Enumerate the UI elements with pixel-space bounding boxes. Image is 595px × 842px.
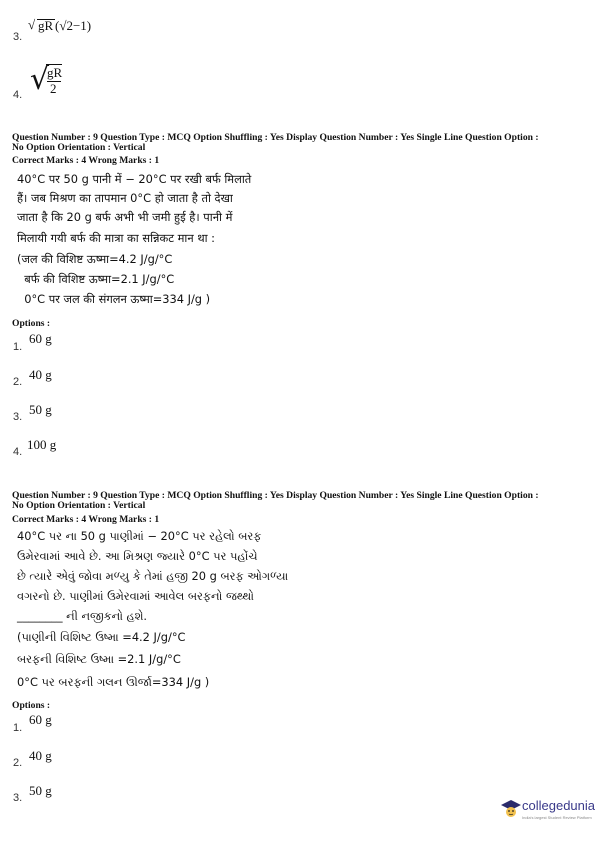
options-label: Options :	[12, 318, 51, 329]
question-text-line: जाता है कि 20 g बर्फ अभी भी जमी हुई है। पानी में	[17, 210, 233, 224]
collegedunia-logo	[500, 796, 595, 826]
sqrt-sign: √	[30, 62, 50, 97]
option-number: 4.	[13, 89, 23, 101]
option-number: 3.	[13, 31, 23, 43]
option-number: 1.	[13, 722, 23, 734]
option-2-text[interactable]: 40 g	[29, 748, 52, 763]
question-text-line: मिलायी गयी बर्फ की मात्रा का सन्निकट मान था :	[17, 231, 216, 245]
option-number: 4.	[13, 446, 23, 458]
graduate-cap-icon	[500, 798, 522, 820]
sqrt-sign: √	[28, 17, 36, 32]
option-number: 2.	[13, 757, 23, 769]
question-text-line: हैं। जब मिश्रण का तापमान 0°C हो जाता है तो देखा	[17, 191, 233, 205]
radicand: gR	[38, 18, 54, 33]
question-text-line: છે ત્યારે એવું જોવા મળ્યુ કે તેમાં હજી 20 g બરફ ઓગળ્યા	[17, 569, 289, 583]
question-text-line: 40°C पर 50 g पानी में − 20°C पर रखी बर्फ मिलाते	[17, 172, 252, 186]
logo-name: collegedunia	[522, 798, 595, 813]
option-1-text[interactable]: 60 g	[29, 712, 52, 727]
question-marks: Correct Marks : 4 Wrong Marks : 1	[12, 514, 160, 525]
option-3-text[interactable]: 50 g	[29, 783, 52, 798]
option-number: 3.	[13, 792, 23, 804]
options-label: Options :	[12, 700, 51, 711]
option-3-text[interactable]: 50 g	[29, 402, 52, 417]
question-text-line: બરફની વિશિષ્ટ ઉષ્મા =2.1 J/g/°C	[17, 652, 181, 666]
option-2-text[interactable]: 40 g	[29, 367, 52, 382]
question-text-line: 0°C પર બરફની ગલન ઊર્જા=334 J/g )	[17, 675, 210, 689]
option-number: 3.	[13, 411, 23, 423]
option-number: 1.	[13, 341, 23, 353]
fraction-numerator: gR	[47, 65, 63, 80]
question-text-line: ________ ની નજીકનો હશે.	[17, 609, 148, 623]
question-text-line: ઉમેરવામાં આવે છે. આ મિશ્રણ જ્યારે 0°C પર પહોંચે	[17, 549, 258, 563]
option-4-text[interactable]: 100 g	[27, 437, 57, 452]
fraction-denominator: 2	[50, 81, 57, 96]
option-1-text[interactable]: 60 g	[29, 331, 52, 346]
question-meta-line1: Question Number : 9 Question Type : MCQ Option Shuffling : Yes Display Question Number : Yes Single Line Question Option :	[12, 490, 539, 501]
option-number: 2.	[13, 376, 23, 388]
question-meta-line1: Question Number : 9 Question Type : MCQ Option Shuffling : Yes Display Question Number : Yes Single Line Question Option :	[12, 132, 539, 143]
question-text-line: 40°C પર ના 50 g પાણીમાં − 20°C પર રહેલો બરફ	[17, 529, 262, 543]
question-text-line: 0°C पर जल की संगलन ऊष्मा=334 J/g )	[17, 292, 211, 306]
question-text-line: बर्फ की विशिष्ट ऊष्मा=2.1 J/g/°C	[17, 272, 175, 286]
question-text-line: (जल की विशिष्ट ऊष्मा=4.2 J/g/°C	[17, 252, 173, 266]
logo-tagline: India's largest Student Review Platform	[522, 815, 592, 820]
expression-rest: (√2−1)	[55, 18, 92, 33]
question-text-line: (પાણીની વિશિષ્ટ ઉષ્મા =4.2 J/g/°C	[17, 630, 186, 644]
question-meta-line2: No Option Orientation : Vertical	[12, 142, 146, 153]
question-text-line: વગરનો છે. પાણીમાં ઉમેરવામાં આવેલ બરફનો જથ્થો	[17, 589, 254, 603]
question-marks: Correct Marks : 4 Wrong Marks : 1	[12, 155, 160, 166]
question-meta-line2: No Option Orientation : Vertical	[12, 500, 146, 511]
